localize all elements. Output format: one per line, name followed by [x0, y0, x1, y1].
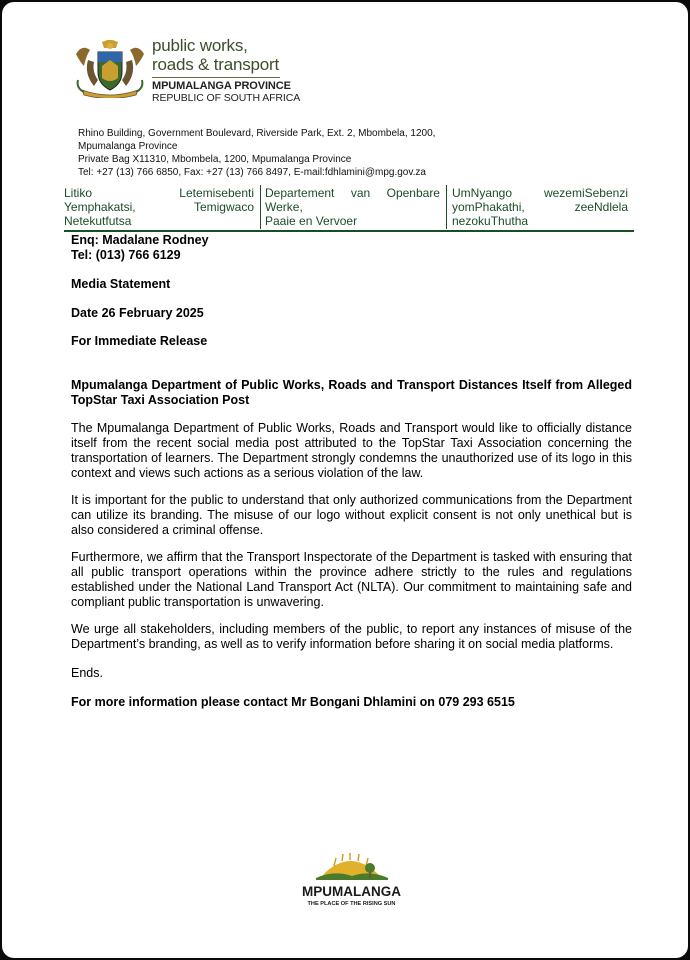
- lang-word: Temigwaco: [193, 200, 254, 214]
- footer-logo-name: MPUMALANGA: [302, 884, 401, 899]
- afrikaans-department-name: [265, 186, 440, 228]
- lang-word: Werke,: [265, 200, 303, 214]
- lang-word: Letemisebenti: [179, 186, 254, 200]
- language-divider: [260, 185, 261, 229]
- siswati-department-name: [64, 186, 254, 228]
- brand-country: REPUBLIC OF SOUTH AFRICA: [152, 92, 301, 104]
- document-type: Media Statement: [71, 277, 171, 291]
- brand-divider: [152, 77, 280, 78]
- address-line: Mpumalanga Province: [78, 141, 178, 152]
- lang-word: van: [350, 186, 371, 200]
- ends-marker: Ends.: [71, 666, 103, 680]
- lang-word: Litiko: [64, 186, 93, 200]
- address-line: Private Bag X11310, Mbombela, 1200, Mpumalanga Province: [78, 154, 352, 165]
- document-page: [2, 2, 688, 958]
- mpumalanga-sun-logo-icon: [294, 852, 409, 912]
- body-paragraph: We urge all stakeholders, including members of the public, to report any instances of misuse of the Department’s branding, as well as to verify information before sharing it on social media platforms.: [71, 622, 632, 651]
- lang-word: Paaie en Vervoer: [265, 214, 358, 228]
- body-paragraph: The Mpumalanga Department of Public Works, Roads and Transport would like to officially distance itself from the recent social media post attributed to the TopStar Taxi Association concerning the transportation of learners. The Department strongly condemns the unauthorized use of its logo in this context and views such actions as a serious violation of the law.: [71, 421, 632, 480]
- lang-word: wezemiSebenzi: [543, 186, 628, 200]
- department-brand: [152, 36, 300, 104]
- enquiry-line: Enq: Madalane Rodney: [71, 233, 209, 247]
- telephone-line: Tel: (013) 766 6129: [71, 248, 181, 262]
- lang-word: Openbare: [386, 186, 440, 200]
- isindebele-department-name: [452, 186, 628, 228]
- footer-logo-tagline: THE PLACE OF THE RISING SUN: [307, 901, 396, 907]
- lang-word: Netekutfutsa: [64, 214, 132, 228]
- letterhead-divider: [64, 230, 634, 232]
- lang-word: Departement: [265, 186, 335, 200]
- address-block: [78, 127, 435, 179]
- statement-date: Date 26 February 2025: [71, 306, 204, 320]
- contact-line: For more information please contact Mr Bongani Dhlamini on 079 293 6515: [71, 695, 515, 709]
- language-divider: [446, 185, 447, 229]
- brand-line-1: public works,: [152, 36, 248, 55]
- address-line: Rhino Building, Government Boulevard, Riverside Park, Ext. 2, Mbombela, 1200,: [78, 128, 436, 139]
- brand-line-2: roads & transport: [152, 55, 279, 74]
- address-line: Tel: +27 (13) 766 6850, Fax: +27 (13) 766 8497, E-mail:fdhlamini@mpg.gov.za: [78, 167, 426, 178]
- lang-word: yomPhakathi,: [452, 200, 525, 214]
- brand-province: MPUMALANGA PROVINCE: [152, 80, 291, 92]
- lang-word: UmNyango: [452, 186, 513, 200]
- lang-word: zeeNdlela: [574, 200, 628, 214]
- statement-title: Mpumalanga Department of Public Works, Roads and Transport Distances Itself from Alleged TopStar Taxi Association Post: [71, 378, 632, 407]
- lang-word: nezokuThutha: [452, 214, 529, 228]
- release-note: For Immediate Release: [71, 334, 208, 348]
- body-paragraph: Furthermore, we affirm that the Transport Inspectorate of the Department is tasked with ensuring that all public transport operations within the province adhere strictly to the rules and regulations established under the National Land Transport Act (NLTA). Our commitment to maintaining safe and compliant public transportation is unwavering.: [71, 550, 632, 609]
- coat-of-arms-icon: [72, 40, 148, 98]
- body-paragraph: It is important for the public to understand that only authorized communications from the Department can utilize its branding. The misuse of our logo without explicit consent is not only unethical but is also considered a criminal offense.: [71, 493, 632, 537]
- lang-word: Yemphakatsi,: [64, 200, 136, 214]
